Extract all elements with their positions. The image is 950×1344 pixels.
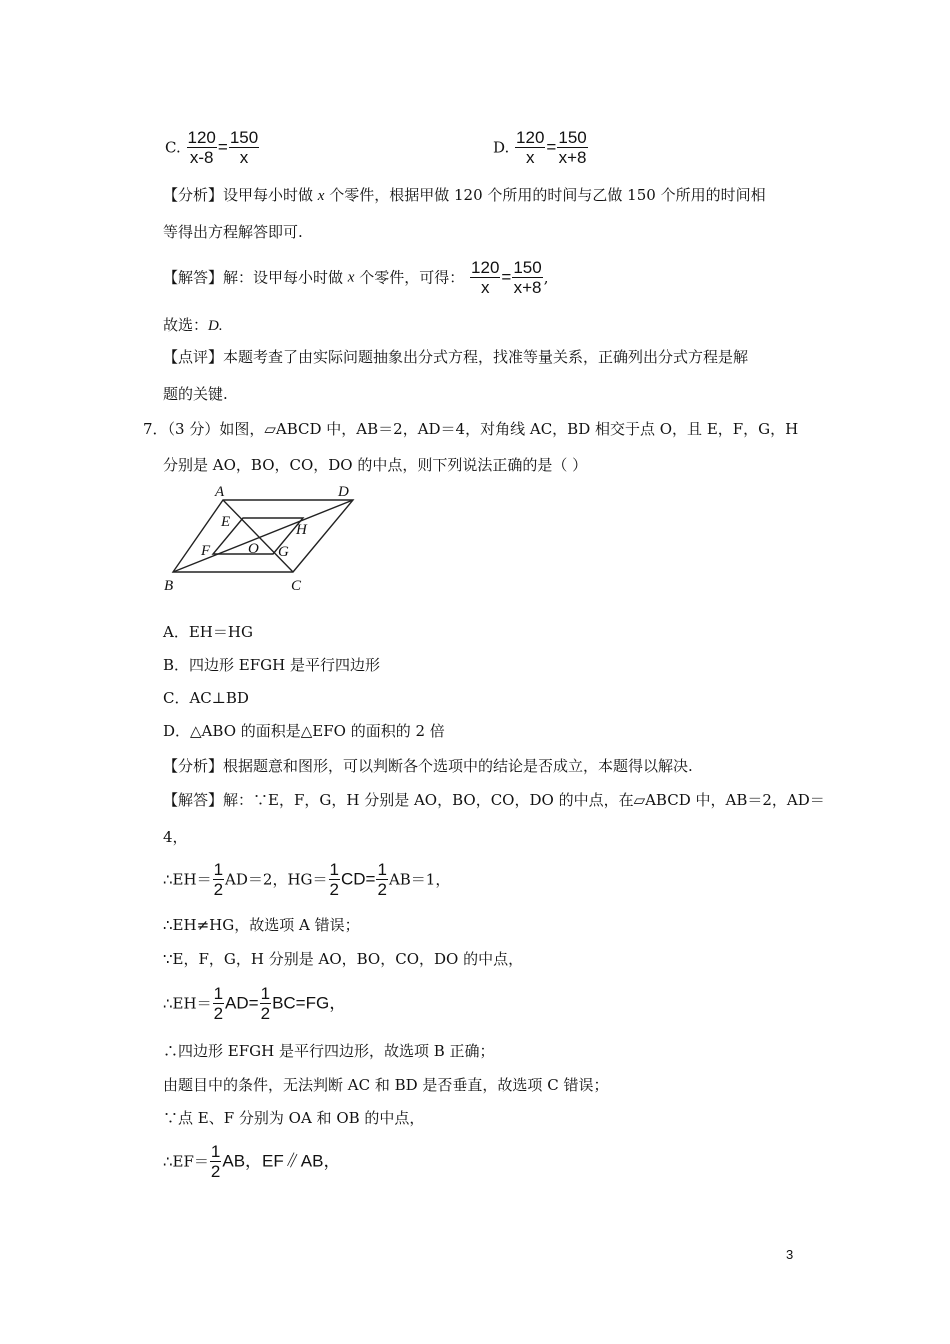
q6-analysis-line1: 【分析】设甲每小时做 x 个零件，根据甲做 120 个所用的时间与乙做 150 个所用的时间相	[163, 186, 766, 204]
label-c: C	[291, 578, 302, 594]
fraction: $\frac{1}{2}$	[377, 860, 387, 899]
q7-answer-line2: 4，	[163, 828, 188, 846]
q7-step8: ∴EF＝ $\frac{1}{2}$ AB，EF∥AB，	[163, 1142, 341, 1181]
label-o: O	[248, 541, 259, 557]
fraction: $\frac{1}{2}$	[213, 860, 224, 899]
q6-choice: 故选：D.	[163, 316, 223, 334]
fraction: $\frac{1}{2}$	[213, 984, 224, 1023]
label-b: B	[164, 578, 174, 594]
label-g: G	[278, 544, 289, 560]
q7-analysis: 【分析】根据题意和图形，可以判断各个选项中的结论是否成立，本题得以解决.	[163, 757, 693, 775]
q7-stem-line1: 7．（3 分）如图，▱ABCD 中，AB＝2，AD＝4，对角线 AC，BD 相交于点 O，且 E，F，G，H	[143, 420, 799, 438]
label-e: E	[221, 514, 231, 530]
q7-step6: 由题目中的条件，无法判断 AC 和 BD 是否垂直，故选项 C 错误；	[163, 1076, 609, 1094]
option-d: D. $\frac{120}{x}$ = $\frac{150}{x+8}$	[493, 128, 587, 167]
q7-step7: ∵点 E、F 分别为 OA 和 OB 的中点，	[163, 1109, 425, 1127]
parallelogram-figure	[160, 482, 380, 597]
q7-step5: ∴四边形 EFGH 是平行四边形，故选项 B 正确；	[163, 1042, 495, 1060]
label-d: D	[338, 484, 349, 500]
q6-answer: 【解答】解：设甲每小时做 x 个零件，可得： $\frac{120}{x}$ = $\frac{150}{x+8}$ ,	[163, 258, 549, 297]
page-number: 3	[786, 1247, 794, 1262]
fraction: $\frac{120}{x}$	[471, 258, 500, 297]
q6-comment-line1: 【点评】本题考查了由实际问题抽象出分式方程，找准等量关系，正确列出分式方程是解	[163, 348, 749, 366]
q7-step2: ∴EH≠HG，故选项 A 错误；	[163, 916, 360, 934]
q7-step3: ∵E，F，G，H 分别是 AO，BO，CO，DO 的中点，	[163, 950, 524, 968]
q7-answer-line1: 【解答】解：∵E，F，G，H 分别是 AO，BO，CO，DO 的中点，在▱ABCD 中，AB＝2，AD＝	[163, 791, 825, 809]
fraction: $\frac{150}{x}$	[229, 128, 259, 167]
q7-option-b: B．四边形 EFGH 是平行四边形	[163, 656, 380, 674]
diagonal-ac	[223, 500, 293, 572]
fraction: $\frac{120}{x}$	[516, 128, 545, 167]
q7-option-c: C．AC⊥BD	[163, 689, 249, 707]
q6-comment-line2: 题的关键.	[163, 385, 228, 403]
option-d-label: D.	[493, 138, 510, 157]
fraction: $\frac{150}{x+8}$	[558, 128, 587, 167]
q7-stem-line2: 分别是 AO，BO，CO，DO 的中点，则下列说法正确的是（ ）	[163, 456, 588, 474]
diagonal-bd	[173, 500, 353, 572]
fraction: $\frac{1}{2}$	[329, 860, 339, 899]
q7-option-d: D．△ABO 的面积是△EFO 的面积的 2 倍	[163, 722, 445, 740]
q6-analysis-line2: 等得出方程解答即可.	[163, 223, 303, 241]
fraction: $\frac{1}{2}$	[210, 1142, 221, 1181]
q7-option-a: A．EH＝HG	[163, 623, 253, 641]
option-c-label: C.	[165, 138, 181, 157]
option-c: C. $\frac{120}{x-8}$ = $\frac{150}{x}$	[165, 128, 259, 167]
fraction: $\frac{150}{x+8}$	[513, 258, 542, 297]
q7-step1: ∴EH＝ $\frac{1}{2}$ AD＝2，HG＝ $\frac{1}{2}$ CD= $\frac{1}{2}$ AB＝1，	[163, 860, 451, 899]
q7-step4: ∴EH＝ $\frac{1}{2}$ AD= $\frac{1}{2}$ BC=FG，	[163, 984, 347, 1023]
label-f: F	[201, 543, 211, 559]
fraction: $\frac{120}{x-8}$	[187, 128, 216, 167]
fraction: $\frac{1}{2}$	[260, 984, 271, 1023]
label-a: A	[215, 484, 225, 500]
label-h: H	[296, 522, 307, 538]
